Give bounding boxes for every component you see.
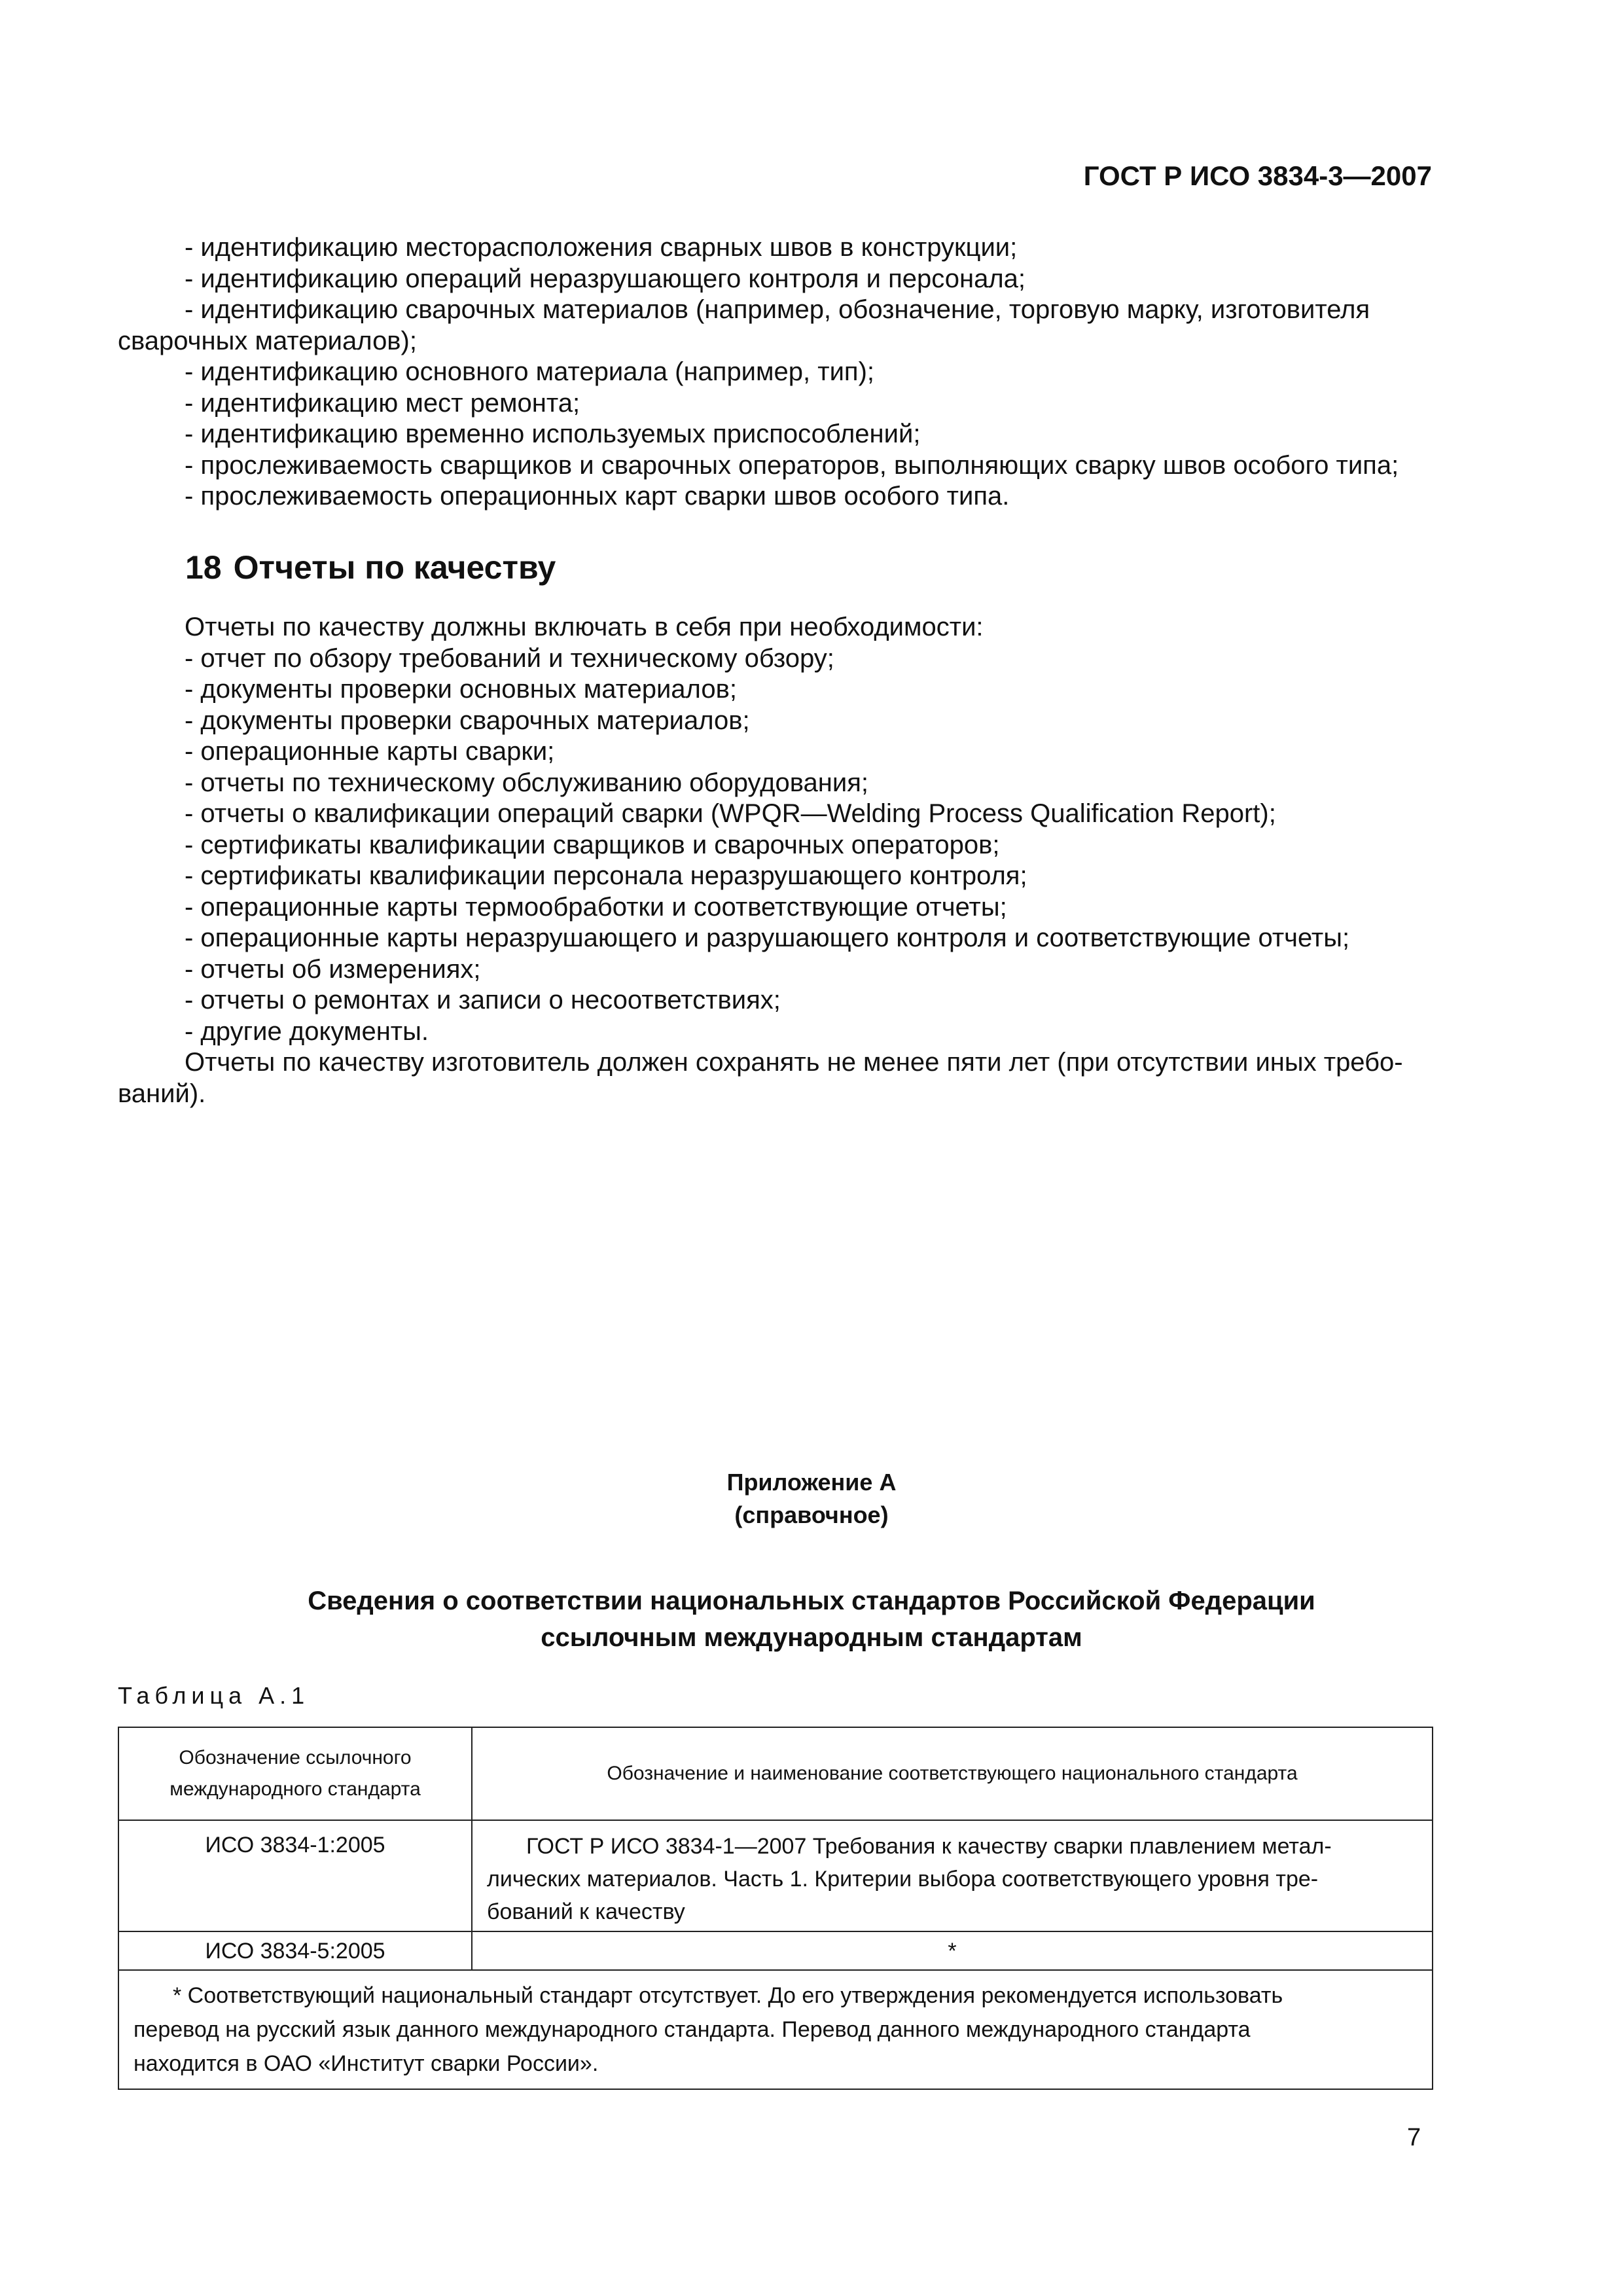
list-item: - документы проверки основных материалов;: [185, 675, 737, 704]
list-item: - идентификацию основного материала (например, тип);: [185, 357, 875, 386]
list-item: - прослеживаемость сварщиков и сварочных операторов, выполняющих сварку швов особого типа;: [185, 450, 1399, 480]
cell-text: лических материалов. Часть 1. Критерии выбора соответствующего уровня тре-: [487, 1867, 1319, 1892]
list-item: - отчеты по техническому обслуживанию оборудования;: [185, 768, 868, 797]
reference-cell: ИСО 3834-1:2005: [118, 1820, 472, 1931]
table-row: [118, 1931, 1433, 1970]
cell-text: ГОСТ Р ИСО 3834-1—2007 Требования к качеству сварки плавлением метал-: [526, 1834, 1332, 1859]
list-item: - сертификаты квалификации персонала неразрушающего контроля;: [185, 861, 1027, 890]
reference-cell: ИСО 3834-5:2005: [118, 1931, 472, 1970]
list-item: - операционные карты сварки;: [185, 737, 555, 766]
list-item: - операционные карты неразрушающего и разрушающего контроля и соответствующие отчеты;: [185, 924, 1350, 952]
document-code-header: ГОСТ Р ИСО 3834-3—2007: [1083, 160, 1432, 191]
appendix-type: (справочное): [734, 1501, 889, 1528]
footnote-text: находится в ОАО «Институт сварки России».: [134, 2051, 599, 2076]
list-item: - отчеты об измерениях;: [185, 954, 481, 984]
identification-list: [118, 232, 1433, 512]
list-item: - прослеживаемость операционных карт сварки швов особого типа.: [185, 482, 1010, 511]
table-caption: Таблица А.1: [118, 1682, 310, 1709]
section-heading: [185, 548, 556, 586]
list-item: - идентификацию операций неразрушающего контроля и персонала;: [185, 264, 1026, 293]
list-item: - документы проверки сварочных материалов;: [185, 706, 750, 735]
page-number: 7: [1407, 2124, 1421, 2151]
table-header-row: [118, 1727, 1433, 1820]
list-item: - отчеты о ремонтах и записи о несоответствиях;: [185, 986, 781, 1014]
quality-reports-text: [118, 612, 1433, 1109]
header-text: международного стандарта: [169, 1778, 421, 1800]
appendix-heading-line: ссылочным международным стандартам: [541, 1623, 1082, 1652]
list-item: - сертификаты квалификации сварщиков и сварочных операторов;: [185, 830, 1000, 859]
footnote-text: перевод на русский язык данного международного стандарта. Перевод данного международного стандарта: [134, 2017, 1251, 2042]
appendix-heading-line: Сведения о соответствии национальных стандартов Российской Федерации: [308, 1587, 1315, 1615]
appendix-title: [0, 1466, 1623, 1532]
national-standard-cell: *: [472, 1931, 1433, 1970]
section-title: Отчеты по качеству: [233, 549, 556, 586]
appendix-label: Приложение А: [726, 1469, 897, 1496]
list-item: - операционные карты термообработки и соответствующие отчеты;: [185, 892, 1007, 922]
closing-paragraph-line: ваний).: [118, 1079, 206, 1108]
header-cell-national: Обозначение и наименование соответствующего национального стандарта: [472, 1727, 1433, 1820]
list-item: - идентификацию месторасположения сварных швов в конструкции;: [185, 233, 1018, 262]
list-item-continuation: сварочных материалов);: [118, 326, 417, 355]
intro-paragraph: Отчеты по качеству должны включать в себя при необходимости:: [185, 613, 984, 641]
table-row: [118, 1820, 1433, 1931]
footnote-text: * Соответствующий национальный стандарт отсутствует. До его утверждения рекомендуется использовать: [173, 1983, 1283, 2008]
list-item: - идентификацию временно используемых приспособлений;: [185, 420, 921, 448]
national-standard-cell: [472, 1820, 1433, 1931]
section-number: 18: [185, 549, 222, 586]
standards-table: [118, 1727, 1433, 2090]
list-item: - отчеты о квалификации операций сварки (WPQR—Welding Process Qualification Report);: [185, 799, 1276, 828]
list-item: - другие документы.: [185, 1016, 429, 1046]
list-item: - идентификацию сварочных материалов (например, обозначение, торговую марку, изготовителя: [185, 295, 1370, 324]
cell-text: бований к качеству: [487, 1899, 685, 1924]
appendix-heading: [0, 1583, 1623, 1656]
list-item: - идентификацию мест ремонта;: [185, 388, 580, 418]
closing-paragraph-line: Отчеты по качеству изготовитель должен сохранять не менее пяти лет (при отсутствии иных требо-: [185, 1048, 1403, 1077]
table-footnote-row: [118, 1970, 1433, 2089]
table-footnote: [118, 1970, 1433, 2089]
list-item: - отчет по обзору требований и техническому обзору;: [185, 643, 834, 673]
header-text: Обозначение ссылочного: [179, 1747, 412, 1768]
header-cell-reference: [118, 1727, 472, 1820]
